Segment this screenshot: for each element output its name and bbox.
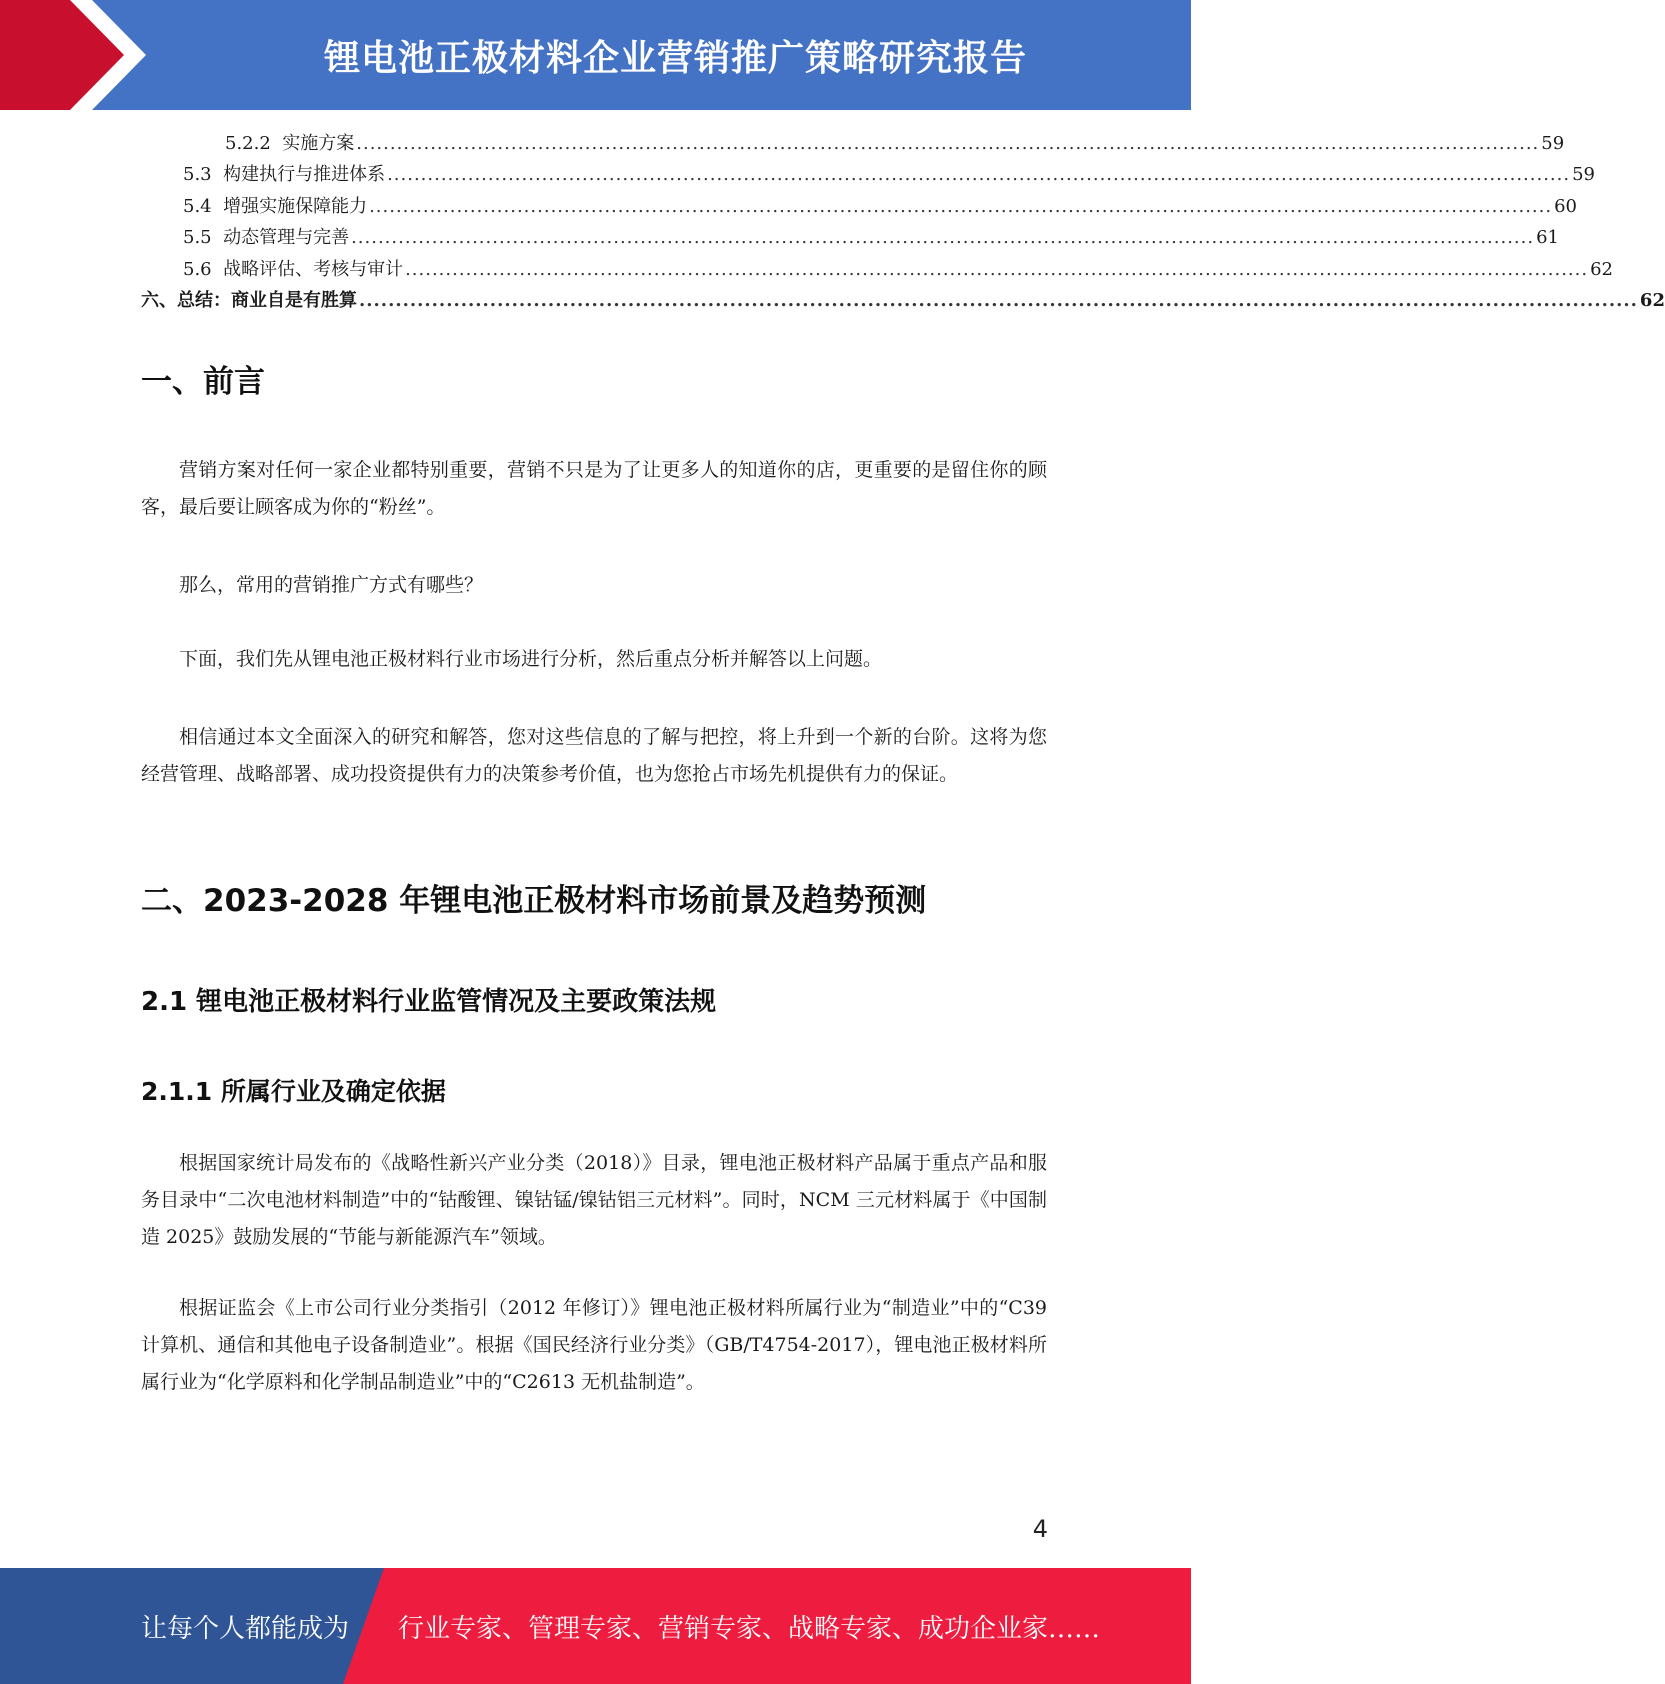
footer-banner — [0, 1568, 1191, 1684]
toc-entry-label: 5.5 动态管理与完善 — [183, 227, 350, 249]
toc-entry[interactable] — [141, 254, 1613, 285]
toc-entry-page: 59 — [1572, 164, 1595, 186]
paragraph: 相信通过本文全面深入的研究和解答，您对这些信息的了解与把控，将上升到一个新的台阶。这将为您经营管理、战略部署、成功投资提供有力的决策参考价值，也为您抢占市场先机提供有力的保证。 — [141, 726, 1047, 785]
toc-entry-label: 5.2.2 实施方案 — [225, 133, 355, 154]
paragraph: 下面，我们先从锂电池正极材料行业市场进行分析，然后重点分析并解答以上问题。 — [179, 648, 883, 670]
toc-entry-page: 59 — [1541, 133, 1565, 154]
toc-entry-label: 六、总结：商业自是有胜算 — [141, 289, 357, 311]
section-heading-market: 二、2023-2028 年锂电池正极材料市场前景及趋势预测 — [141, 883, 927, 919]
toc-leader-dots: ................................................................................................................................................................................ — [405, 258, 1589, 280]
header-banner — [0, 0, 1191, 110]
toc-leader-dots: ................................................................................................................................................................................ — [369, 195, 1553, 217]
section-heading-preface: 一、前言 — [141, 364, 265, 400]
toc-entry[interactable] — [141, 128, 1565, 159]
toc-entry-label: 5.3 构建执行与推进体系 — [183, 164, 386, 186]
paragraph: 那么，常用的营销推广方式有哪些？ — [179, 574, 484, 596]
paragraph: 根据证监会《上市公司行业分类指引（2012 年修订）》锂电池正极材料所属行业为“制造业”中的“C39 计算机、通信和其他电子设备制造业”。根据《国民经济行业分类》（GB/T4754-2017），锂电池正极材料所属行业为“化学原料和化学制品制造业”中的“C2613 无机盐制造”。 — [141, 1297, 1047, 1393]
toc-entry[interactable] — [141, 285, 1665, 316]
subsection-heading: 2.1 锂电池正极材料行业监管情况及主要政策法规 — [141, 987, 717, 1017]
toc-entry[interactable] — [141, 159, 1595, 190]
toc-leader-dots: ................................................................................................................................................................................ — [356, 133, 1540, 154]
report-title: 锂电池正极材料企业营销推广策略研究报告 — [323, 37, 1027, 79]
paragraph: 根据国家统计局发布的《战略性新兴产业分类（2018）》目录，锂电池正极材料产品属于重点产品和服务目录中“二次电池材料制造”中的“钴酸锂、镍钴锰/镍钴铝三元材料”。同时，NCM 三元材料属于《中国制造 2025》鼓励发展的“节能与新能源汽车”领域。 — [141, 1152, 1047, 1248]
paragraph: 营销方案对任何一家企业都特别重要，营销不只是为了让更多人的知道你的店，更重要的是留住你的顾客，最后要让顾客成为你的“粉丝”。 — [141, 459, 1047, 518]
toc-entry-page: 61 — [1536, 227, 1559, 249]
toc-leader-dots: ................................................................................................................................................................................ — [359, 289, 1638, 311]
page-number: 4 — [1032, 1515, 1048, 1543]
toc-entry-page: 60 — [1554, 195, 1577, 217]
subsubsection-heading: 2.1.1 所属行业及确定依据 — [141, 1077, 446, 1106]
footer-slogan-left: 让每个人都能成为 — [141, 1613, 350, 1644]
toc-entry[interactable] — [141, 191, 1577, 222]
footer-slogan-right: 行业专家、管理专家、营销专家、战略专家、成功企业家…… — [398, 1613, 1101, 1644]
toc-leader-dots: ................................................................................................................................................................................ — [351, 227, 1535, 249]
toc-entry[interactable] — [141, 222, 1559, 253]
table-of-contents — [141, 128, 1665, 316]
toc-entry-label: 5.6 战略评估、考核与审计 — [183, 258, 404, 280]
toc-entry-label: 5.4 增强实施保障能力 — [183, 195, 368, 217]
header-arrow-shape — [0, 0, 160, 110]
toc-entry-page: 62 — [1639, 289, 1665, 311]
toc-entry-page: 62 — [1590, 258, 1613, 280]
toc-leader-dots: ................................................................................................................................................................................ — [387, 164, 1571, 186]
